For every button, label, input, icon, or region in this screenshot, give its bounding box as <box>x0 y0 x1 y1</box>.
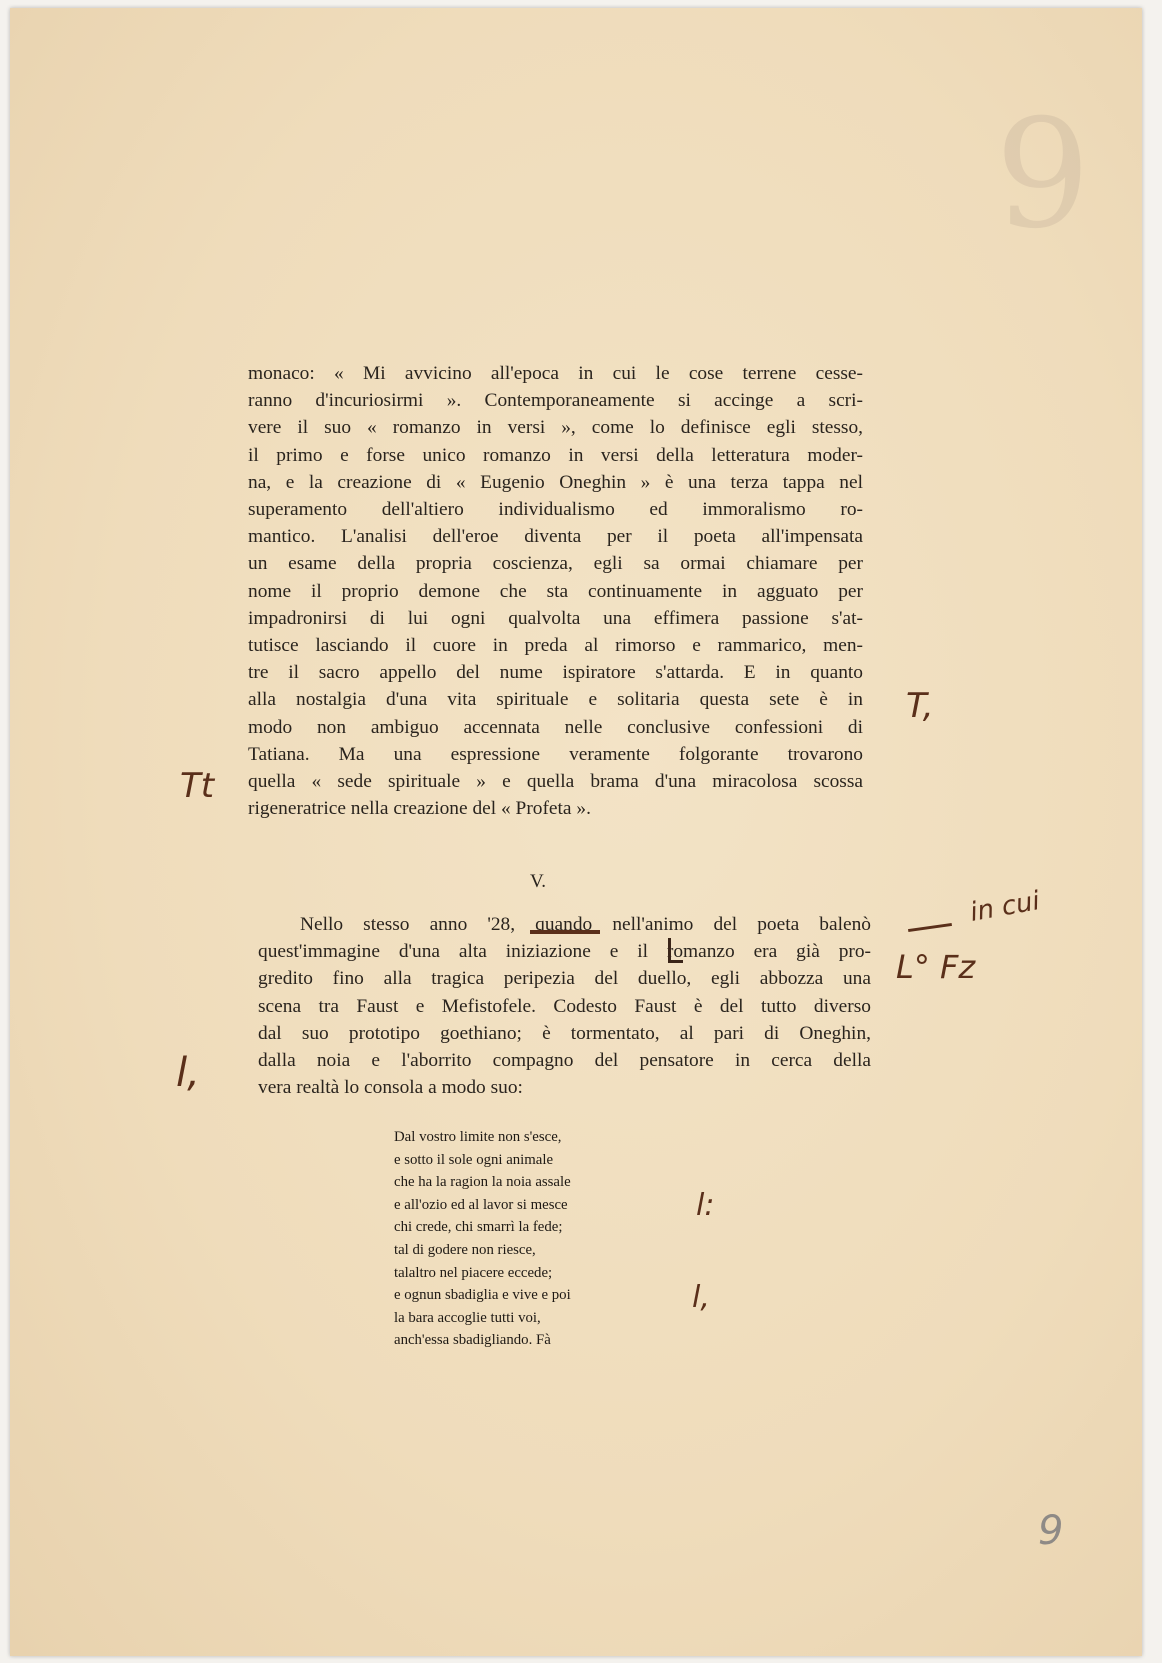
text-line: tutisce lasciando il cuore in preda al rimorso e rammarico, men- <box>248 635 863 657</box>
text-line: scena tra Faust e Mefistofele. Codesto Faust è del tutto diverso <box>258 995 871 1017</box>
text-line: tre il sacro appello del nume ispiratore s'attarda. E in quanto <box>248 662 863 684</box>
text-line: alla nostalgia d'una vita spirituale e solitaria questa sete è in <box>248 689 863 711</box>
margin-mark-dash <box>908 923 952 932</box>
verse-line: e sotto il sole ogni animale <box>394 1151 554 1168</box>
verse-line: e ognun sbadiglia e vive e poi <box>394 1287 571 1304</box>
text-line: quest'immagine d'una alta iniziazione e il romanzo era già pro- <box>258 941 871 963</box>
text-line: nome il proprio demone che sta continuamente in agguato per <box>248 580 863 602</box>
insert-caret-mark <box>668 938 683 963</box>
verse-quote <box>394 1126 674 1352</box>
margin-mark-t-comma: T, <box>906 686 934 726</box>
page-number: 9 <box>1038 1508 1064 1554</box>
document-page <box>10 8 1142 1656</box>
section-paragraph <box>258 911 871 1101</box>
section-heading: V. <box>530 871 547 892</box>
verse-mark-comma: l, <box>692 1280 710 1315</box>
verse-mark-colon: l: <box>696 1188 715 1223</box>
text-line: modo non ambiguo accennata nelle conclusive confessioni di <box>248 716 863 738</box>
text-line: dalla noia e l'aborrito compagno del pensatore in cerca della <box>258 1050 871 1072</box>
margin-mark-tt: Tt <box>180 766 215 806</box>
text-line: gredito fino alla tragica peripezia del duello, egli abbozza una <box>258 968 871 990</box>
text-line: vere il suo « romanzo in versi », come lo definisce egli stesso, <box>248 417 863 439</box>
text-line: vera realtà lo consola a modo suo: <box>258 1077 523 1099</box>
margin-mark-lofz: L° Fz <box>896 948 976 986</box>
text-line: Tatiana. Ma una espressione veramente folgorante trovarono <box>248 743 863 765</box>
text-line: superamento dell'altiero individualismo ed immoralismo ro- <box>248 499 863 521</box>
text-line: impadronirsi di lui ogni qualvolta una effimera passione s'at- <box>248 607 863 629</box>
text-line: monaco: « Mi avvicino all'epoca in cui le cose terrene cesse- <box>248 363 863 384</box>
text-line: Nello stesso anno '28, quando nell'animo del poeta balenò <box>300 914 871 935</box>
strikethrough-mark <box>530 930 600 934</box>
verse-line: chi crede, chi smarrì la fede; <box>394 1219 563 1236</box>
verse-line: talaltro nel piacere eccede; <box>394 1264 553 1281</box>
text-line: dal suo prototipo goethiano; è tormentato, al pari di Oneghin, <box>258 1022 871 1044</box>
margin-mark-in-cui: in cui <box>967 886 1043 928</box>
verse-line: anch'essa sbadigliando. Fà <box>394 1332 551 1349</box>
text-line: na, e la creazione di « Eugenio Oneghin » è una terza tappa nel <box>248 471 863 493</box>
text-line: il primo e forse unico romanzo in versi della letteratura moder- <box>248 444 863 466</box>
page-number-watermark: 9 <box>995 88 1091 262</box>
text-line: un esame della propria coscienza, egli sa ormai chiamare per <box>248 553 863 575</box>
verse-line: che ha la ragion la noia assale <box>394 1174 571 1191</box>
verse-line: Dal vostro limite non s'esce, <box>394 1129 562 1145</box>
margin-mark-comma-left: l, <box>176 1050 200 1096</box>
verse-line: tal di godere non riesce, <box>394 1241 536 1258</box>
body-paragraph <box>248 360 863 822</box>
text-line: ranno d'incuriosirmi ». Contemporaneamente si accinge a scri- <box>248 390 863 412</box>
text-line: rigeneratrice nella creazione del « Profeta ». <box>248 798 591 820</box>
text-line: quella « sede spirituale » e quella brama d'una miracolosa scossa <box>248 771 863 793</box>
verse-line: la bara accoglie tutti voi, <box>394 1309 541 1326</box>
verse-line: e all'ozio ed al lavor si mesce <box>394 1196 568 1213</box>
text-line: mantico. L'analisi dell'eroe diventa per il poeta all'impensata <box>248 526 863 548</box>
